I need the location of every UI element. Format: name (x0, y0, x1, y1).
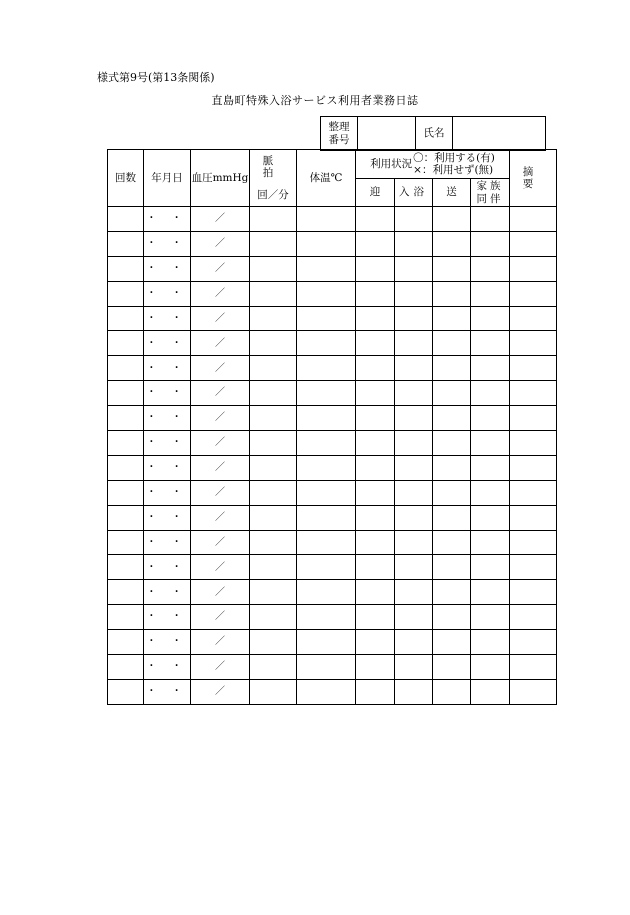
count-cell[interactable] (108, 505, 144, 530)
bathing-cell[interactable] (395, 655, 433, 680)
pickup-cell[interactable] (356, 630, 395, 655)
blood-pressure-cell[interactable]: ／ (191, 505, 250, 530)
usage-status-legend-no: ×：利用せず(無) (413, 164, 494, 176)
date-cell[interactable]: ・ ・ (144, 256, 191, 281)
date-cell[interactable]: ・ ・ (144, 605, 191, 630)
pickup-cell[interactable] (356, 431, 395, 456)
count-cell[interactable] (108, 306, 144, 331)
remarks-cell[interactable] (510, 281, 557, 306)
registration-number-label-line2: 番号 (328, 133, 350, 146)
header-pulse-unit: 回／分 (257, 189, 289, 202)
bathing-cell[interactable] (395, 480, 433, 505)
send-cell[interactable] (433, 679, 471, 704)
blood-pressure-cell[interactable]: ／ (191, 281, 250, 306)
count-cell[interactable] (108, 530, 144, 555)
bathing-cell[interactable] (395, 381, 433, 406)
send-cell[interactable] (433, 231, 471, 256)
remarks-cell[interactable] (510, 356, 557, 381)
registration-number-field[interactable] (358, 117, 416, 151)
blood-pressure-cell[interactable]: ／ (191, 381, 250, 406)
temperature-cell[interactable] (297, 530, 356, 555)
bathing-cell[interactable] (395, 231, 433, 256)
header-temperature: 体温℃ (297, 150, 356, 207)
date-cell[interactable]: ・ ・ (144, 406, 191, 431)
temperature-cell[interactable] (297, 207, 356, 232)
blood-pressure-cell[interactable]: ／ (191, 356, 250, 381)
header-family-line2: 同伴 (476, 192, 504, 205)
header-remarks: 摘 要 (510, 150, 557, 207)
count-cell[interactable] (108, 455, 144, 480)
remarks-cell[interactable] (510, 555, 557, 580)
pulse-cell[interactable] (250, 331, 297, 356)
pulse-cell[interactable] (250, 580, 297, 605)
send-cell[interactable] (433, 431, 471, 456)
pickup-cell[interactable] (356, 605, 395, 630)
pulse-cell[interactable] (250, 455, 297, 480)
family-cell[interactable] (471, 256, 510, 281)
remarks-cell[interactable] (510, 207, 557, 232)
name-field[interactable] (453, 117, 546, 151)
pickup-cell[interactable] (356, 256, 395, 281)
family-cell[interactable] (471, 679, 510, 704)
blood-pressure-cell[interactable]: ／ (191, 580, 250, 605)
date-cell[interactable]: ・ ・ (144, 655, 191, 680)
log-row (108, 281, 557, 306)
temperature-cell[interactable] (297, 679, 356, 704)
pulse-cell[interactable] (250, 381, 297, 406)
send-cell[interactable] (433, 455, 471, 480)
family-cell[interactable] (471, 231, 510, 256)
blood-pressure-cell[interactable]: ／ (191, 605, 250, 630)
bathing-cell[interactable] (395, 331, 433, 356)
family-cell[interactable] (471, 580, 510, 605)
document-title: 直島町特殊入浴サービス利用者業務日誌 (211, 94, 419, 107)
header-send: 送 (433, 179, 471, 207)
remarks-cell[interactable] (510, 381, 557, 406)
remarks-cell[interactable] (510, 505, 557, 530)
date-cell[interactable]: ・ ・ (144, 630, 191, 655)
send-cell[interactable] (433, 605, 471, 630)
header-bathing: 入浴 (395, 179, 433, 207)
pickup-cell[interactable] (356, 231, 395, 256)
remarks-cell[interactable] (510, 605, 557, 630)
date-cell[interactable]: ・ ・ (144, 505, 191, 530)
blood-pressure-cell[interactable]: ／ (191, 406, 250, 431)
count-cell[interactable] (108, 281, 144, 306)
log-row (108, 505, 557, 530)
date-cell[interactable]: ・ ・ (144, 530, 191, 555)
remarks-cell[interactable] (510, 406, 557, 431)
temperature-cell[interactable] (297, 480, 356, 505)
pulse-cell[interactable] (250, 356, 297, 381)
temperature-cell[interactable] (297, 655, 356, 680)
log-row (108, 530, 557, 555)
remarks-cell[interactable] (510, 256, 557, 281)
pulse-cell[interactable] (250, 655, 297, 680)
count-cell[interactable] (108, 431, 144, 456)
blood-pressure-cell[interactable]: ／ (191, 455, 250, 480)
pulse-cell[interactable] (250, 605, 297, 630)
log-row (108, 580, 557, 605)
count-cell[interactable] (108, 231, 144, 256)
family-cell[interactable] (471, 306, 510, 331)
remarks-cell[interactable] (510, 306, 557, 331)
log-row (108, 431, 557, 456)
name-label: 氏名 (416, 117, 453, 151)
family-cell[interactable] (471, 431, 510, 456)
remarks-cell[interactable] (510, 231, 557, 256)
log-row (108, 207, 557, 232)
date-cell[interactable]: ・ ・ (144, 679, 191, 704)
pulse-cell[interactable] (250, 505, 297, 530)
count-cell[interactable] (108, 580, 144, 605)
count-cell[interactable] (108, 331, 144, 356)
bathing-cell[interactable] (395, 431, 433, 456)
registration-number-label-line1: 整理 (328, 121, 350, 134)
log-row (108, 256, 557, 281)
family-cell[interactable] (471, 480, 510, 505)
bathing-cell[interactable] (395, 281, 433, 306)
date-cell[interactable]: ・ ・ (144, 381, 191, 406)
log-row (108, 630, 557, 655)
date-cell[interactable]: ・ ・ (144, 231, 191, 256)
family-cell[interactable] (471, 406, 510, 431)
send-cell[interactable] (433, 356, 471, 381)
bathing-cell[interactable] (395, 679, 433, 704)
temperature-cell[interactable] (297, 231, 356, 256)
send-cell[interactable] (433, 406, 471, 431)
id-name-table (320, 116, 546, 151)
temperature-cell[interactable] (297, 605, 356, 630)
family-cell[interactable] (471, 207, 510, 232)
pulse-cell[interactable] (250, 306, 297, 331)
temperature-cell[interactable] (297, 555, 356, 580)
temperature-cell[interactable] (297, 256, 356, 281)
header-date: 年月日 (144, 150, 191, 207)
remarks-cell[interactable] (510, 530, 557, 555)
log-row (108, 406, 557, 431)
send-cell[interactable] (433, 331, 471, 356)
send-cell[interactable] (433, 530, 471, 555)
log-row (108, 555, 557, 580)
pickup-cell[interactable] (356, 281, 395, 306)
bathing-cell[interactable] (395, 356, 433, 381)
blood-pressure-cell[interactable]: ／ (191, 331, 250, 356)
pulse-cell[interactable] (250, 555, 297, 580)
blood-pressure-cell[interactable]: ／ (191, 655, 250, 680)
remarks-cell[interactable] (510, 580, 557, 605)
count-cell[interactable] (108, 480, 144, 505)
send-cell[interactable] (433, 256, 471, 281)
service-log-table (107, 149, 557, 705)
family-cell[interactable] (471, 356, 510, 381)
pickup-cell[interactable] (356, 580, 395, 605)
family-cell[interactable] (471, 605, 510, 630)
count-cell[interactable] (108, 406, 144, 431)
pickup-cell[interactable] (356, 306, 395, 331)
registration-number-label (321, 117, 358, 151)
count-cell[interactable] (108, 655, 144, 680)
pickup-cell[interactable] (356, 331, 395, 356)
family-cell[interactable] (471, 655, 510, 680)
temperature-cell[interactable] (297, 331, 356, 356)
usage-status-legend-yes: 〇：利用する(有) (413, 151, 495, 164)
remarks-cell[interactable] (510, 455, 557, 480)
count-cell[interactable] (108, 679, 144, 704)
temperature-cell[interactable] (297, 505, 356, 530)
family-cell[interactable] (471, 555, 510, 580)
bathing-cell[interactable] (395, 207, 433, 232)
log-row (108, 455, 557, 480)
pickup-cell[interactable] (356, 356, 395, 381)
send-cell[interactable] (433, 555, 471, 580)
pulse-cell[interactable] (250, 281, 297, 306)
remarks-cell[interactable] (510, 331, 557, 356)
pulse-cell[interactable] (250, 231, 297, 256)
pulse-cell[interactable] (250, 530, 297, 555)
header-usage-status (356, 150, 510, 179)
log-row (108, 331, 557, 356)
family-cell[interactable] (471, 281, 510, 306)
count-cell[interactable] (108, 256, 144, 281)
blood-pressure-cell[interactable]: ／ (191, 480, 250, 505)
date-cell[interactable]: ・ ・ (144, 431, 191, 456)
temperature-cell[interactable] (297, 580, 356, 605)
date-cell[interactable]: ・ ・ (144, 331, 191, 356)
header-pickup: 迎 (356, 179, 395, 207)
send-cell[interactable] (433, 381, 471, 406)
send-cell[interactable] (433, 207, 471, 232)
pickup-cell[interactable] (356, 679, 395, 704)
remarks-cell[interactable] (510, 630, 557, 655)
usage-status-label: 利用状況 (370, 157, 413, 170)
pulse-cell[interactable] (250, 431, 297, 456)
temperature-cell[interactable] (297, 381, 356, 406)
header-family (471, 179, 510, 207)
temperature-cell[interactable] (297, 281, 356, 306)
temperature-cell[interactable] (297, 356, 356, 381)
pickup-cell[interactable] (356, 505, 395, 530)
temperature-cell[interactable] (297, 630, 356, 655)
pickup-cell[interactable] (356, 530, 395, 555)
blood-pressure-cell[interactable]: ／ (191, 231, 250, 256)
log-row (108, 306, 557, 331)
blood-pressure-cell[interactable]: ／ (191, 630, 250, 655)
header-count: 回数 (108, 150, 144, 207)
date-cell[interactable]: ・ ・ (144, 455, 191, 480)
remarks-cell[interactable] (510, 655, 557, 680)
send-cell[interactable] (433, 480, 471, 505)
blood-pressure-cell[interactable]: ／ (191, 256, 250, 281)
header-pulse-label: 脈 拍 (262, 154, 284, 179)
send-cell[interactable] (433, 655, 471, 680)
pulse-cell[interactable] (250, 630, 297, 655)
remarks-cell[interactable] (510, 679, 557, 704)
header-blood-pressure: 血圧mmHg (191, 150, 250, 207)
bathing-cell[interactable] (395, 256, 433, 281)
send-cell[interactable] (433, 580, 471, 605)
date-cell[interactable]: ・ ・ (144, 356, 191, 381)
remarks-cell[interactable] (510, 480, 557, 505)
blood-pressure-cell[interactable]: ／ (191, 431, 250, 456)
date-cell[interactable]: ・ ・ (144, 306, 191, 331)
bathing-cell[interactable] (395, 530, 433, 555)
log-row (108, 480, 557, 505)
send-cell[interactable] (433, 281, 471, 306)
pulse-cell[interactable] (250, 256, 297, 281)
send-cell[interactable] (433, 505, 471, 530)
bathing-cell[interactable] (395, 406, 433, 431)
blood-pressure-cell[interactable]: ／ (191, 207, 250, 232)
date-cell[interactable]: ・ ・ (144, 555, 191, 580)
log-row (108, 231, 557, 256)
remarks-cell[interactable] (510, 431, 557, 456)
pickup-cell[interactable] (356, 381, 395, 406)
pulse-cell[interactable] (250, 679, 297, 704)
pulse-cell[interactable] (250, 480, 297, 505)
header-family-line1: 家族 (476, 180, 504, 193)
temperature-cell[interactable] (297, 406, 356, 431)
log-row (108, 356, 557, 381)
date-cell[interactable]: ・ ・ (144, 580, 191, 605)
header-pulse (250, 150, 297, 207)
pickup-cell[interactable] (356, 207, 395, 232)
blood-pressure-cell[interactable]: ／ (191, 679, 250, 704)
family-cell[interactable] (471, 331, 510, 356)
blood-pressure-cell[interactable]: ／ (191, 306, 250, 331)
form-number-label: 様式第9号(第13条関係) (97, 71, 215, 84)
blood-pressure-cell[interactable]: ／ (191, 555, 250, 580)
pickup-cell[interactable] (356, 655, 395, 680)
log-row (108, 381, 557, 406)
pickup-cell[interactable] (356, 555, 395, 580)
family-cell[interactable] (471, 455, 510, 480)
send-cell[interactable] (433, 306, 471, 331)
bathing-cell[interactable] (395, 505, 433, 530)
count-cell[interactable] (108, 381, 144, 406)
count-cell[interactable] (108, 207, 144, 232)
bathing-cell[interactable] (395, 605, 433, 630)
date-cell[interactable]: ・ ・ (144, 281, 191, 306)
count-cell[interactable] (108, 356, 144, 381)
pickup-cell[interactable] (356, 406, 395, 431)
count-cell[interactable] (108, 555, 144, 580)
count-cell[interactable] (108, 605, 144, 630)
pickup-cell[interactable] (356, 455, 395, 480)
bathing-cell[interactable] (395, 455, 433, 480)
temperature-cell[interactable] (297, 306, 356, 331)
pulse-cell[interactable] (250, 406, 297, 431)
family-cell[interactable] (471, 630, 510, 655)
family-cell[interactable] (471, 530, 510, 555)
bathing-cell[interactable] (395, 555, 433, 580)
blood-pressure-cell[interactable]: ／ (191, 530, 250, 555)
date-cell[interactable]: ・ ・ (144, 480, 191, 505)
pickup-cell[interactable] (356, 480, 395, 505)
bathing-cell[interactable] (395, 306, 433, 331)
log-row (108, 605, 557, 630)
bathing-cell[interactable] (395, 580, 433, 605)
family-cell[interactable] (471, 505, 510, 530)
send-cell[interactable] (433, 630, 471, 655)
log-row (108, 679, 557, 704)
temperature-cell[interactable] (297, 431, 356, 456)
family-cell[interactable] (471, 381, 510, 406)
pulse-cell[interactable] (250, 207, 297, 232)
temperature-cell[interactable] (297, 455, 356, 480)
count-cell[interactable] (108, 630, 144, 655)
log-row (108, 655, 557, 680)
date-cell[interactable]: ・ ・ (144, 207, 191, 232)
bathing-cell[interactable] (395, 630, 433, 655)
